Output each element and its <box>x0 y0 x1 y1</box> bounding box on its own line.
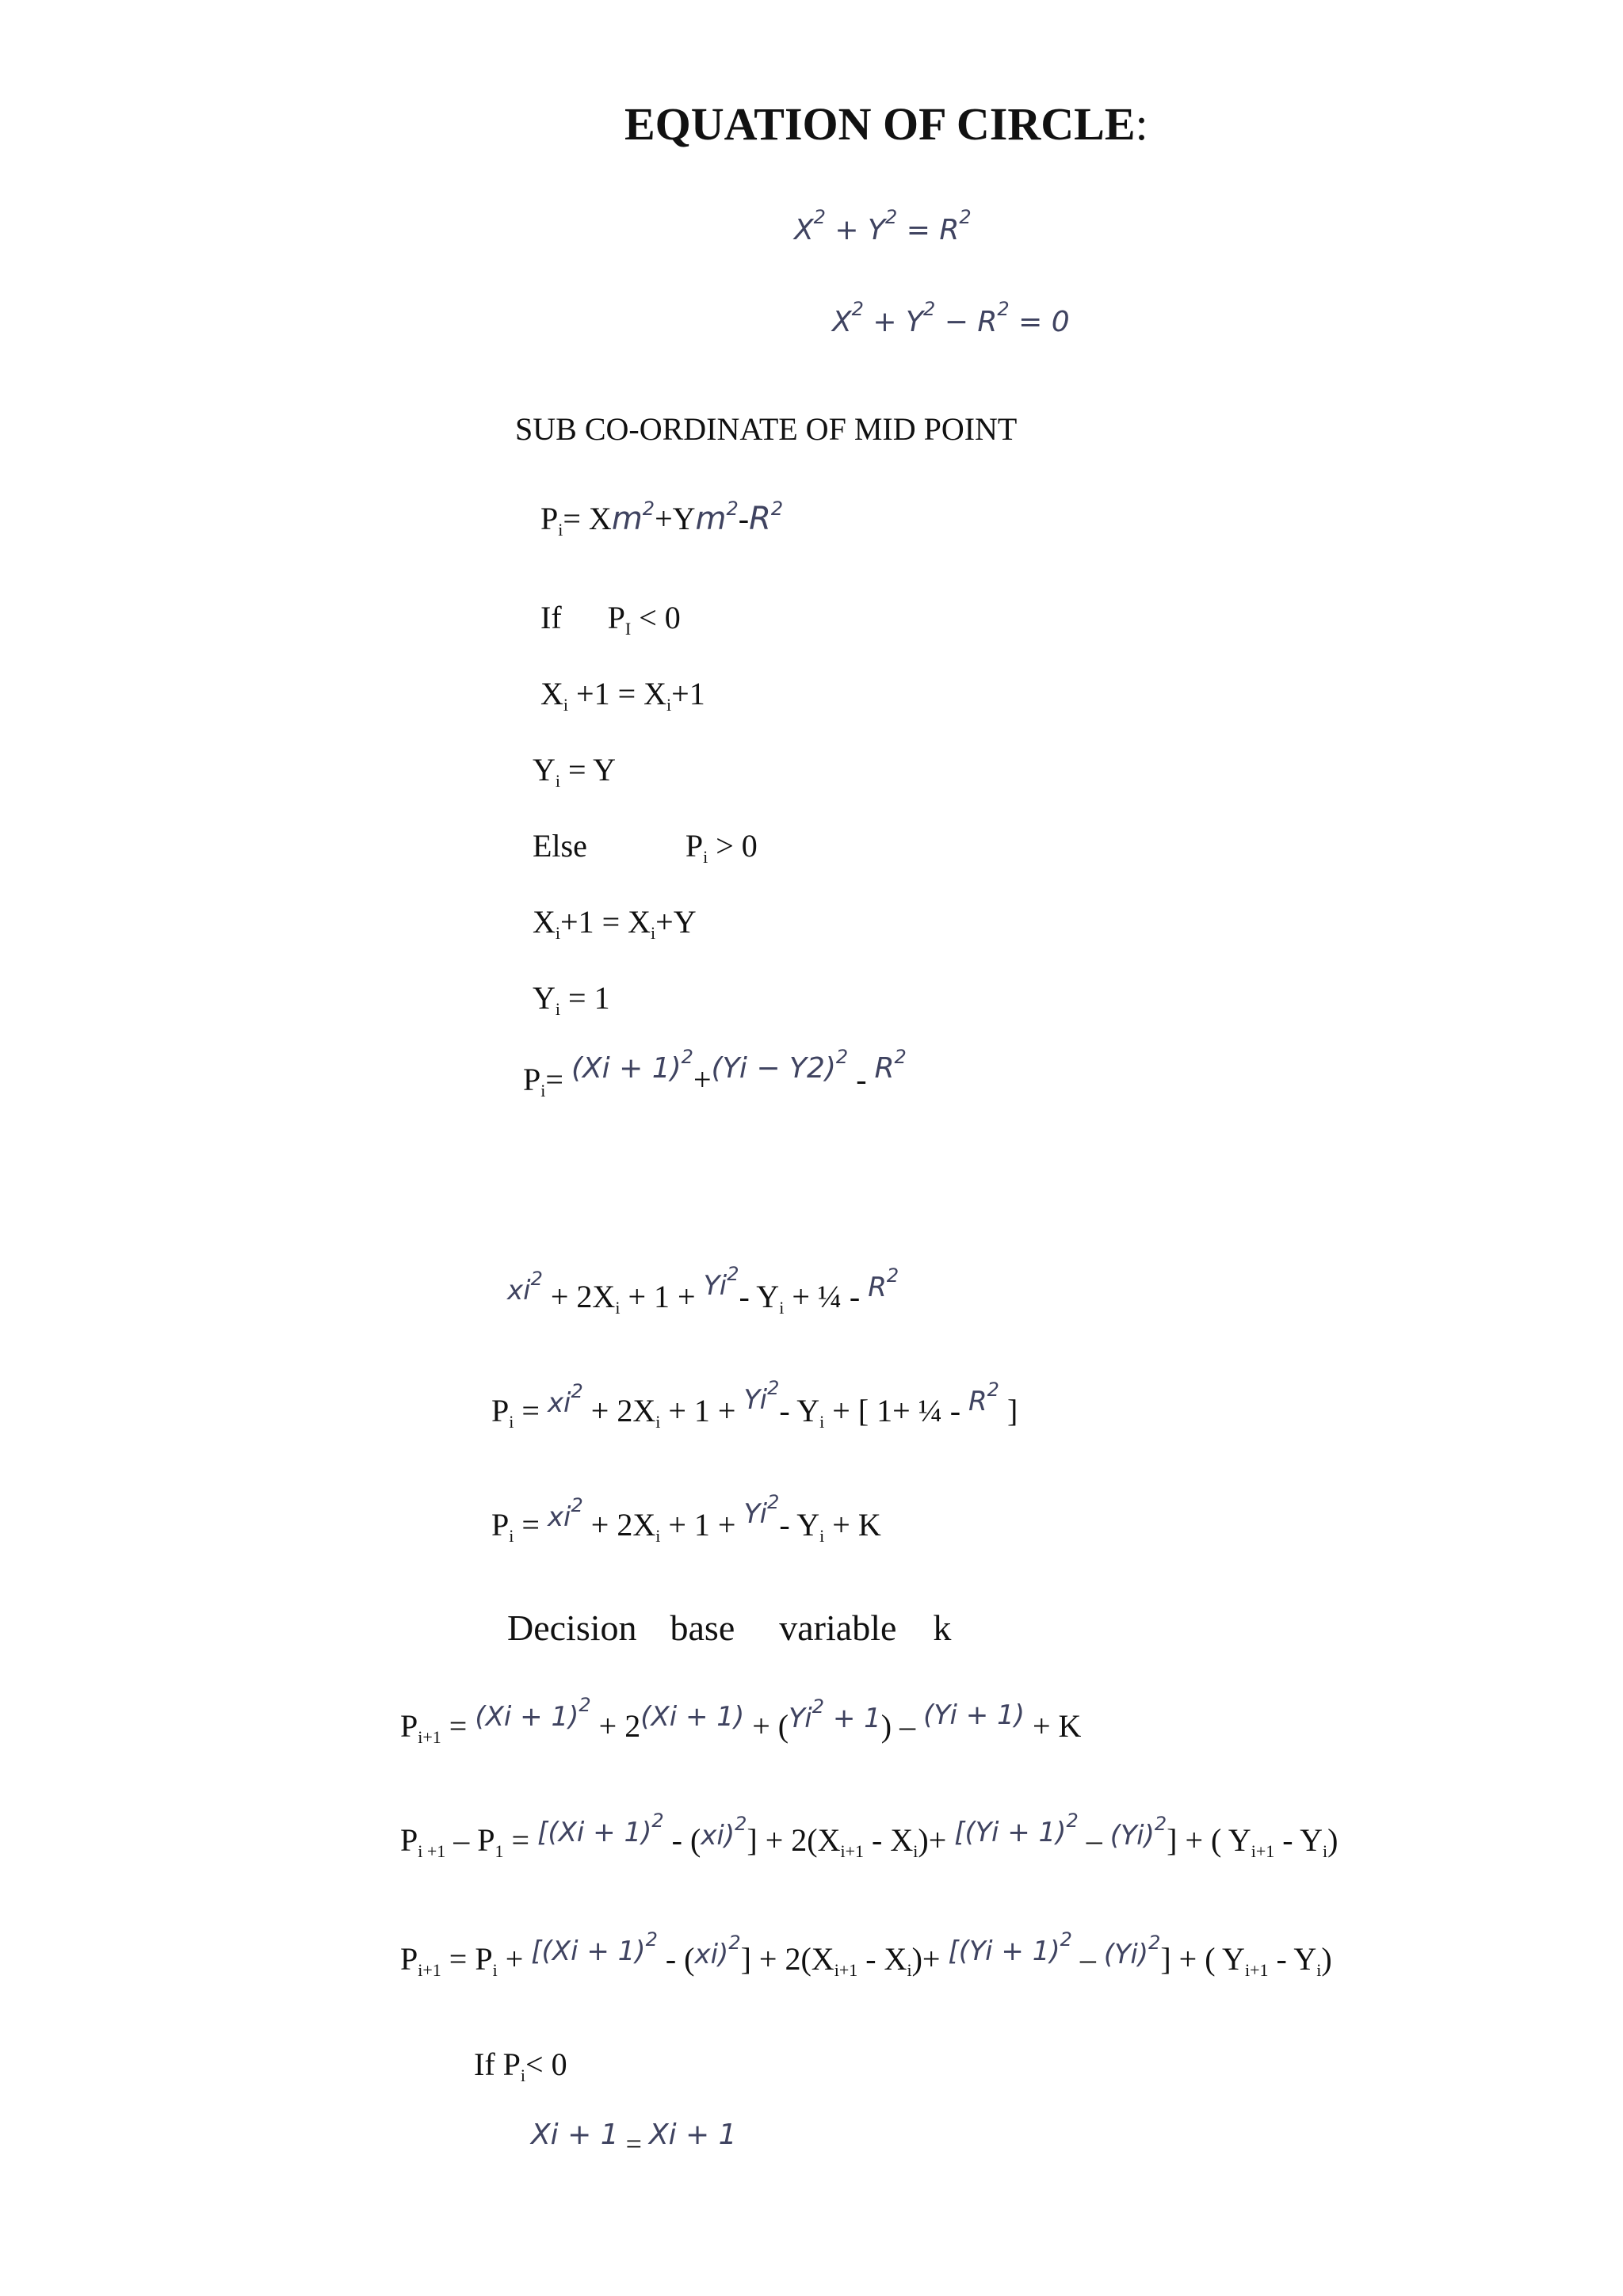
y-update-2: $Y_i = 1$ <box>533 980 610 1019</box>
else-condition: Else $P_i > 0$ <box>533 828 758 867</box>
section-heading: SUB CO-ORDINATE OF MID POINT <box>515 411 1018 447</box>
condition-negative-2: If $P_i< 0$ <box>474 2046 567 2085</box>
decision-parameter-equation: $P_i= (Xi + 1)^2+(Yi - Y2)^2 - R^2$ <box>523 1046 907 1100</box>
page-title: EQUATION OF CIRCLE: <box>624 98 1148 150</box>
expansion-line-3: $P_i = ^{xi^2} + 2X_i + 1 + ^{Yi^2}-$ $Y_i + K$ <box>491 1491 881 1546</box>
circle-equation: $X^2 + Y^2 = R^2$ <box>794 206 972 246</box>
y-update-1: $Y_i = Y$ <box>533 752 616 791</box>
next-decision-parameter: $P_{i+1} = ^{(Xi + 1)^2} + 2^{(Xi + 1)} + (^{Yi^2 + 1}) - ^{(Yi + 1)} + K$ <box>400 1694 1082 1747</box>
x-next-equation: Xi + 1 = Xi + 1 <box>531 2119 737 2160</box>
x-update-2: $X_i+1 = X_i+Y$ <box>533 904 697 943</box>
decision-heading: Decision base variable k <box>507 1608 952 1648</box>
update-equation: $P_{i+1} = P_i + ^{[(Xi + 1)^2} - (^{xi)^2}] + 2(X_{i+1} - X_i)+ ^{[(Yi + 1)^2} - ^{(Yi)^2}$] + ( $Y_{i+1} - Y_i$) <box>400 1928 1332 1980</box>
expansion-line-1: $^{xi^2} + 2X_i + 1 + ^{Yi^2}-$ $Y_i$ + ¼ - $^{R^2}$ <box>507 1263 899 1318</box>
midpoint-equation: $P_i= Xm^2+Ym^2-R^2$ <box>540 498 784 540</box>
condition-negative: If $P_I < 0$ <box>540 600 681 639</box>
difference-equation: $P_{i +1} - P_1 = ^{[(Xi + 1)^2} - (^{xi)^2}] + 2(X_{i+1} - X_i)+ ^{[(Yi + 1)^2} - ^{(Yi)^2}$] + ( $Y_{i+1} - Y_i$) <box>400 1810 1338 1861</box>
x-update-1: $X_i +1 = X_i+1$ <box>540 676 705 715</box>
circle-equation-zero: $X^2 + Y^2 - R^2 = 0$ <box>832 298 1070 338</box>
expansion-line-2: $P_i = ^{xi^2} + 2X_i + 1 + ^{Yi^2}-$ $Y_i$ + [ 1+ ¼ - $^{R^2}$ ] <box>491 1377 1018 1432</box>
